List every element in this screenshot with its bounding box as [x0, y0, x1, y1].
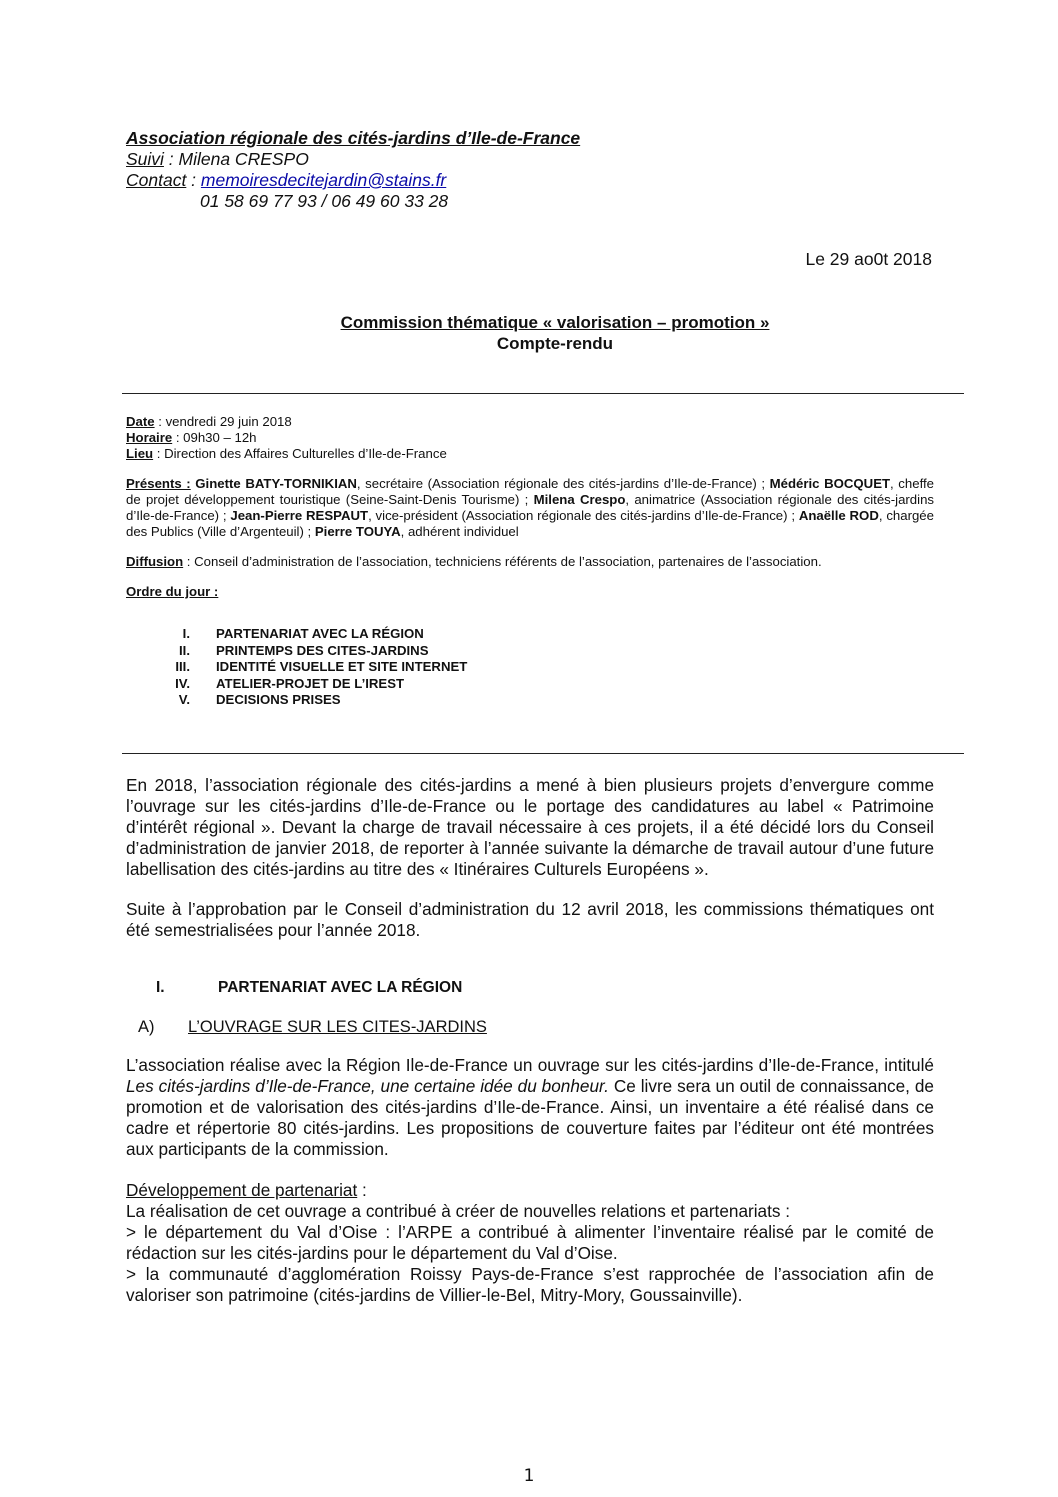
date-value: : vendredi 29 juin 2018: [154, 414, 292, 429]
meta-lieu: [126, 446, 934, 462]
ordre-label: Ordre du jour :: [126, 584, 219, 599]
attendee-name: Ginette BATY-TORNIKIAN: [190, 476, 357, 491]
p3-before: L’association réalise avec la Région Ile-de-France un ouvrage sur les cités-jardins d’Ile-de-France, intitulé: [126, 1055, 934, 1075]
diffusion: [126, 554, 934, 570]
agenda-num: III.: [175, 659, 190, 675]
divider-bottom: [122, 753, 964, 754]
agenda-item: [126, 626, 467, 643]
book-title: Les cités-jardins d’Ile-de-France, une certaine idée du bonheur.: [126, 1076, 609, 1096]
agenda-num: V.: [178, 692, 190, 708]
agenda-text: PARTENARIAT AVEC LA RÉGION: [216, 626, 424, 641]
attendee-role: , chargée des Publics (Ville d’Argenteuil) ;: [126, 508, 934, 539]
organization-name: Association régionale des cités-jardins d’Ile-de-France: [126, 128, 581, 148]
partnership-heading: Développement de partenariat: [126, 1180, 358, 1200]
page-number: 1: [523, 1466, 535, 1486]
agenda-item: [126, 692, 467, 709]
partnership-line: La réalisation de cet ouvrage a contribué à créer de nouvelles relations et partenariats :: [126, 1201, 791, 1221]
horaire-label: Horaire: [126, 430, 173, 445]
agenda-list: [126, 626, 467, 709]
suivi-line: [126, 149, 580, 170]
agenda-text: IDENTITÉ VISUELLE ET SITE INTERNET: [216, 659, 468, 675]
horaire-value: : 09h30 – 12h: [172, 430, 257, 445]
partnership-line: > la communauté d’agglomération Roissy Pays-de-France s’est rapprochée de l’association afin de valoriser son patrimoine (cités-jardins de Villier-le-Bel, Mitry-Mory, Goussainville).: [126, 1264, 934, 1305]
attendee-role: , adhérent individuel: [400, 524, 519, 539]
attendee-name: Anaëlle ROD: [798, 508, 879, 523]
presents-label: Présents :: [126, 476, 191, 491]
intro-paragraph-1: En 2018, l’association régionale des cités-jardins a mené à bien plusieurs projets d’envergure comme l’ouvrage sur les cités-jardins d’Ile-de-France ou le portage des candidatures au label « Patrimoine d’intérêt régional ». Devant la charge de travail nécessaire à ces projets, il a été décidé lors du Conseil d’administration de janvier 2018, de reporter à l’année suivante la démarche de travail autour d’une future labellisation des cités-jardins au titre des « Itinéraires Culturels Européens ».: [126, 775, 934, 879]
attendee-name: Jean-Pierre RESPAUT: [230, 508, 369, 523]
section-heading: [126, 979, 462, 997]
diffusion-label: Diffusion: [126, 554, 184, 569]
partnership-section: [126, 1180, 934, 1306]
letterhead: [126, 128, 580, 212]
meta-date: [126, 414, 934, 430]
subsection-heading: [126, 1018, 487, 1037]
contact-line: [126, 170, 580, 191]
attendee-name: Médéric BOCQUET: [769, 476, 891, 491]
attendee-role: , vice-président (Association régionale des cités-jardins d’Ile-de-France) ;: [368, 508, 799, 523]
section-num: I.: [156, 979, 165, 996]
meeting-info: [126, 414, 934, 600]
attendee-name: Pierre TOUYA: [314, 524, 401, 539]
contact-phones: 01 58 69 77 93 / 06 49 60 33 28: [200, 191, 449, 211]
agenda-item: [126, 643, 467, 660]
agenda-num: IV.: [175, 675, 190, 691]
section-title: PARTENARIAT AVEC LA RÉGION: [218, 979, 463, 996]
contact-sep: :: [186, 170, 201, 190]
agenda-num: II.: [179, 642, 190, 658]
meta-horaire: [126, 430, 934, 446]
divider-top: [122, 393, 964, 394]
agenda-item: [126, 676, 467, 693]
book-paragraph: [126, 1055, 934, 1160]
attendee-role: , secrétaire (Association régionale des cités-jardins d’Ile-de-France) ;: [356, 476, 770, 491]
contact-label: Contact: [126, 170, 187, 190]
agenda-item: [126, 659, 467, 676]
p3-after: Ce livre sera un outil de connaissance, de promotion et de valorisation des cités-jardins d’Ile-de-France. Ainsi, un inventaire a été réalisé dans ce cadre et répertorie 80 cités-jardins. Les propositions de couverture faites par l’éditeur ont été montrées aux participants de la commission.: [126, 1076, 934, 1159]
date-label: Date: [126, 414, 155, 429]
subsection-title: L’OUVRAGE SUR LES CITES-JARDINS: [188, 1018, 487, 1036]
document-title: [126, 312, 984, 354]
lieu-label: Lieu: [126, 446, 154, 461]
agenda-text: DECISIONS PRISES: [216, 692, 341, 708]
attendee-name: Milena Crespo: [533, 492, 626, 507]
agenda-text: ATELIER-PROJET DE L’IREST: [216, 675, 405, 691]
agenda-num: I.: [182, 626, 190, 641]
lieu-value: : Direction des Affaires Culturelles d’Ile-de-France: [153, 446, 447, 461]
contact-email-link[interactable]: memoiresdecitejardin@stains.fr: [200, 170, 447, 190]
attendee-role: , cheffe de projet développement touristique (Seine-Saint-Denis Tourisme) ;: [126, 476, 934, 507]
suivi-value: : Milena CRESPO: [163, 149, 309, 169]
attendees: [126, 476, 934, 540]
partnership-heading-suffix: :: [357, 1180, 367, 1200]
document-date: Le 29 ao0t 2018: [805, 249, 932, 269]
title-line-1: Commission thématique « valorisation – promotion »: [340, 313, 770, 332]
ordre-du-jour-heading: [126, 584, 934, 600]
intro-paragraph-2: Suite à l’approbation par le Conseil d’administration du 12 avril 2018, les commissions thématiques ont été semestrialisées pour l’année 2018.: [126, 899, 934, 940]
agenda-text: PRINTEMPS DES CITES-JARDINS: [216, 642, 429, 658]
title-line-2: Compte-rendu: [496, 334, 614, 353]
subsection-num: A): [138, 1018, 155, 1036]
suivi-label: Suivi: [126, 149, 164, 169]
diffusion-value: : Conseil d’administration de l’association, techniciens référents de l’association, partenaires de l’association.: [183, 554, 822, 569]
attendee-role: , animatrice (Association régionale des cités-jardins d’Ile-de-France) ;: [126, 492, 935, 523]
partnership-line: > le département du Val d’Oise : l’ARPE a contribué à alimenter l’inventaire réalisé par le comité de rédaction sur les cités-jardins pour le département du Val d’Oise.: [126, 1222, 934, 1263]
